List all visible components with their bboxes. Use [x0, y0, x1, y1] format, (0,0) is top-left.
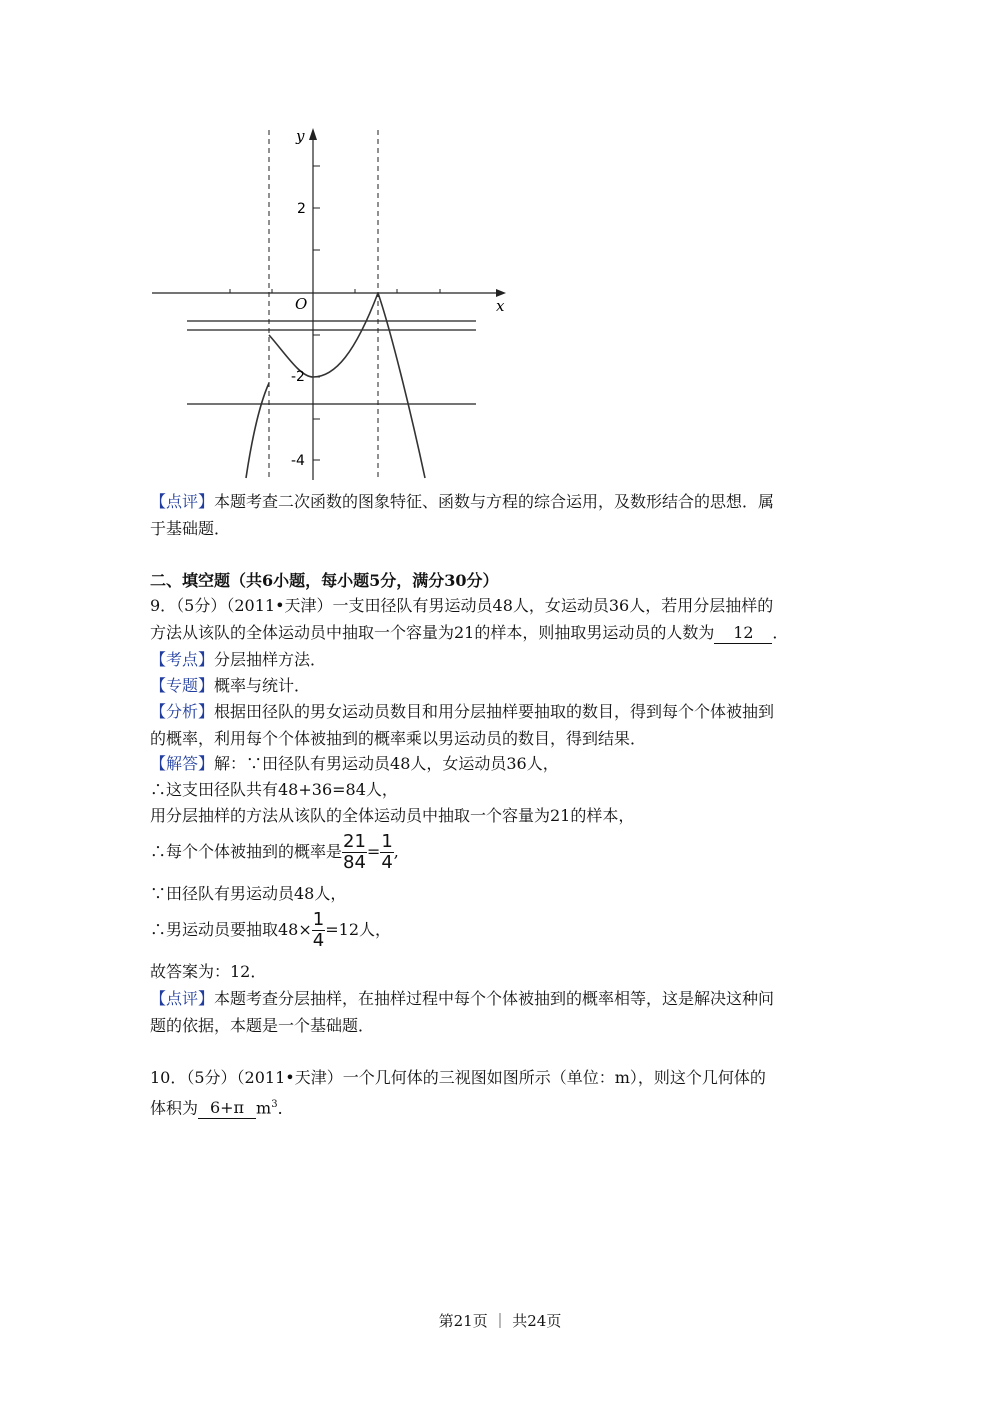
- y-axis-arrow: [309, 128, 317, 140]
- curve-parabola: [269, 293, 378, 377]
- fraction-1-4-second: $\frac{1}{4}$: [312, 909, 325, 951]
- y-tick-label-neg2: -2: [291, 369, 305, 385]
- q9-line2: 方法从该队的全体运动员中抽取一个容量为21的样本，则抽取男运动员的人数为 12 ．: [150, 623, 789, 642]
- q9-fenxi-line1: 【分析】根据田径队的男女运动员数目和用分层抽样要抽取的数目，得到每个个体被抽到: [150, 702, 775, 721]
- q9-jieda-line7: 故答案为：12．: [150, 962, 267, 981]
- q10-line1: 10．（5分）（2011•天津）一个几何体的三视图如图所示（单位：m），则这个几何体的: [150, 1068, 766, 1087]
- fraction-21-84: $\frac{21}{84}$: [343, 831, 366, 873]
- q9-jieda-line1: 【解答】解：∵田径队有男运动员48人，女运动员36人，: [150, 754, 559, 773]
- function-graph: [150, 128, 530, 483]
- q9-fenxi-line2: 的概率，利用每个个体被抽到的概率乘以男运动员的数目，得到结果．: [150, 729, 647, 748]
- x-axis-label: x: [496, 297, 505, 315]
- q9-jieda-line5: ∵田径队有男运动员48人，: [150, 884, 347, 903]
- review-tag: 【点评】: [150, 492, 215, 511]
- q9-jieda-line2: ∴这支田径队共有48+36=84人，: [150, 780, 398, 799]
- q9-zhuanti: 【专题】概率与统计．: [150, 676, 311, 695]
- page-footer: 第21页 ｜ 共24页: [438, 1312, 562, 1330]
- y-tick-label-neg4: -4: [291, 453, 305, 469]
- q9-answer: 12: [714, 623, 772, 644]
- q9-dianping-line1: 【点评】本题考查分层抽样，在抽样过程中每个个体被抽到的概率相等，这是解决这种问: [150, 989, 775, 1008]
- q9-kaodian: 【考点】分层抽样方法．: [150, 650, 327, 669]
- origin-label: O: [295, 295, 308, 313]
- q9-jieda-line6: ∴男运动员要抽取48× $\frac{1}{4}$ =12人，: [150, 909, 392, 951]
- x-axis-arrow: [496, 289, 506, 297]
- review1-line1: 【点评】本题考查二次函数的图象特征、函数与方程的综合运用，及数形结合的思想．属: [150, 492, 775, 511]
- q10-line2: 体积为 6+π $m^3$．: [150, 1098, 294, 1118]
- q9-dianping-line2: 题的依据，本题是一个基础题．: [150, 1016, 375, 1035]
- fraction-1-4: $\frac{1}{4}$: [381, 831, 393, 873]
- review1-line2: 于基础题．: [150, 519, 231, 538]
- y-tick-label-2: 2: [297, 201, 306, 217]
- q9-jieda-line3: 用分层抽样的方法从该队的全体运动员中抽取一个容量为21的样本，: [150, 806, 635, 825]
- section-title: 二、填空题（共6小题，每小题5分，满分30分）: [150, 571, 499, 590]
- q9-jieda-line4: ∴每个个体被抽到的概率是 $\frac{21}{84}$ = $\frac{1}{4}$ ,: [150, 831, 399, 873]
- q10-answer: 6+π: [198, 1098, 256, 1119]
- curve-left-branch: [246, 383, 269, 478]
- q9-line1: 9．（5分）（2011•天津）一支田径队有男运动员48人，女运动员36人，若用分层抽样的: [150, 596, 774, 615]
- y-axis-label: y: [296, 128, 305, 145]
